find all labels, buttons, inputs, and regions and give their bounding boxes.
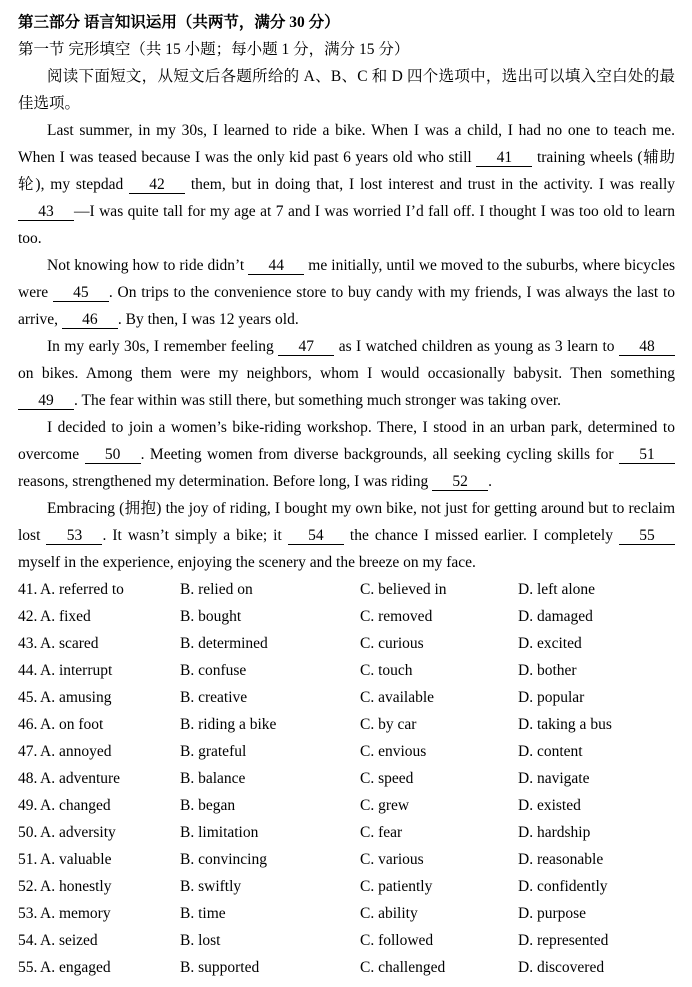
option-43-C: C. curious <box>360 635 424 652</box>
option-48-A: A. adventure <box>40 770 121 787</box>
option-45-A: A. amusing <box>40 689 112 706</box>
option-54-D: D. represented <box>518 932 609 949</box>
question-number: 53. <box>18 905 38 922</box>
option-48-D: D. navigate <box>518 770 590 787</box>
option-51-D: D. reasonable <box>518 851 604 868</box>
option-47-C: C. envious <box>360 743 427 760</box>
option-50-C: C. fear <box>360 824 403 841</box>
question-row <box>18 900 675 927</box>
option-53-D: D. purpose <box>518 905 587 922</box>
blank-54: 54 <box>288 527 344 545</box>
passage-paragraph: Embracing (拥抱) the joy of riding, I bought my own bike, not just for getting around but to reclaim lost 53 . It wasn’t simply a bike; it 54 the chance I missed earlier. I completely 55 myself in the experience, enjoying the scenery and the breeze on my face. <box>18 500 675 571</box>
blank-46: 46 <box>62 311 118 329</box>
question-row <box>18 792 675 819</box>
option-50-B: B. limitation <box>180 824 259 841</box>
passage-paragraph: I decided to join a women’s bike-riding workshop. There, I stood in an urban park, determined to overcome 50 . Meeting women from diverse backgrounds, all seeking cycling skills for 51 reasons, strengthened my determination. Before long, I was riding 52 . <box>18 419 675 490</box>
question-row <box>18 711 675 738</box>
option-50-D: D. hardship <box>518 824 591 841</box>
blank-51: 51 <box>619 446 675 464</box>
question-number: 52. <box>18 878 38 895</box>
option-44-C: C. touch <box>360 662 413 679</box>
option-52-B: B. swiftly <box>180 878 242 895</box>
blank-50: 50 <box>85 446 141 464</box>
question-number: 41. <box>18 581 38 598</box>
question-number: 43. <box>18 635 38 652</box>
option-44-D: D. bother <box>518 662 577 679</box>
question-number: 42. <box>18 608 38 625</box>
question-row <box>18 954 675 981</box>
option-46-A: A. on foot <box>40 716 104 733</box>
blank-48: 48 <box>619 338 675 356</box>
question-row <box>18 630 675 657</box>
option-43-B: B. determined <box>180 635 268 652</box>
question-number: 51. <box>18 851 38 868</box>
option-46-D: D. taking a bus <box>518 716 612 733</box>
option-47-A: A. annoyed <box>40 743 112 760</box>
blank-44: 44 <box>248 257 304 275</box>
option-53-B: B. time <box>180 905 226 922</box>
option-43-D: D. excited <box>518 635 582 652</box>
blank-47: 47 <box>278 338 334 356</box>
option-45-D: D. popular <box>518 689 585 706</box>
blank-43: 43 <box>18 203 74 221</box>
question-row <box>18 765 675 792</box>
option-52-A: A. honestly <box>40 878 112 895</box>
option-46-B: B. riding a bike <box>180 716 277 733</box>
option-55-C: C. challenged <box>360 959 446 976</box>
question-number: 48. <box>18 770 38 787</box>
option-52-C: C. patiently <box>360 878 433 895</box>
option-48-B: B. balance <box>180 770 246 787</box>
blank-41: 41 <box>476 149 532 167</box>
option-42-C: C. removed <box>360 608 433 625</box>
option-51-A: A. valuable <box>40 851 112 868</box>
option-45-B: B. creative <box>180 689 248 706</box>
question-number: 49. <box>18 797 38 814</box>
question-row <box>18 576 675 603</box>
blank-45: 45 <box>53 284 109 302</box>
option-41-B: B. relied on <box>180 581 253 598</box>
option-47-B: B. grateful <box>180 743 247 760</box>
option-53-A: A. memory <box>40 905 111 922</box>
option-49-D: D. existed <box>518 797 581 814</box>
option-48-C: C. speed <box>360 770 414 787</box>
question-number: 44. <box>18 662 38 679</box>
question-row <box>18 846 675 873</box>
instructions: 阅读下面短文，从短文后各题所给的 A、B、C 和 D 四个选项中，选出可以填入空白处的最佳选项。 <box>18 68 675 112</box>
option-54-A: A. seized <box>40 932 98 949</box>
question-number: 47. <box>18 743 38 760</box>
question-number: 54. <box>18 932 38 949</box>
question-row <box>18 873 675 900</box>
passage-paragraph: In my early 30s, I remember feeling 47 as I watched children as young as 3 learn to 48 on bikes. Among them were my neighbors, whom I would occasionally babysit. Then something 49 . The fear within was still there, but something much stronger was taking over. <box>18 338 675 409</box>
option-52-D: D. confidently <box>518 878 608 895</box>
option-41-D: D. left alone <box>518 581 596 598</box>
question-number: 45. <box>18 689 38 706</box>
option-45-C: C. available <box>360 689 435 706</box>
option-43-A: A. scared <box>40 635 99 652</box>
option-55-B: B. supported <box>180 959 260 976</box>
option-55-A: A. engaged <box>40 959 111 976</box>
blank-49: 49 <box>18 392 74 410</box>
question-row <box>18 657 675 684</box>
option-44-B: B. confuse <box>180 662 247 679</box>
option-49-A: A. changed <box>40 797 111 814</box>
option-41-A: A. referred to <box>40 581 124 598</box>
option-49-C: C. grew <box>360 797 410 814</box>
question-row <box>18 603 675 630</box>
blank-42: 42 <box>129 176 185 194</box>
option-53-C: C. ability <box>360 905 418 922</box>
blank-53: 53 <box>46 527 102 545</box>
blank-55: 55 <box>619 527 675 545</box>
subsection-title: 第一节 完形填空（共 15 小题；每小题 1 分，满分 15 分） <box>18 41 410 58</box>
passage <box>18 117 675 576</box>
option-47-D: D. content <box>518 743 583 760</box>
question-number: 55. <box>18 959 38 976</box>
section-title: 第三部分 语言知识运用（共两节，满分 30 分） <box>18 14 340 31</box>
option-51-B: B. convincing <box>180 851 267 868</box>
option-46-C: C. by car <box>360 716 417 733</box>
option-55-D: D. discovered <box>518 959 605 976</box>
option-49-B: B. began <box>180 797 236 814</box>
question-number: 46. <box>18 716 38 733</box>
option-44-A: A. interrupt <box>40 662 113 679</box>
question-row <box>18 927 675 954</box>
question-row <box>18 819 675 846</box>
option-42-B: B. bought <box>180 608 242 625</box>
blank-52: 52 <box>432 473 488 491</box>
question-row <box>18 684 675 711</box>
option-50-A: A. adversity <box>40 824 116 841</box>
option-54-B: B. lost <box>180 932 221 949</box>
option-54-C: C. followed <box>360 932 434 949</box>
question-number: 50. <box>18 824 38 841</box>
option-51-C: C. various <box>360 851 424 868</box>
option-42-A: A. fixed <box>40 608 91 625</box>
option-41-C: C. believed in <box>360 581 447 598</box>
question-table <box>18 576 675 981</box>
passage-paragraph: Not knowing how to ride didn’t 44 me initially, until we moved to the suburbs, where bicycles were 45 . On trips to the convenience store to buy candy with my friends, I was always the last to arrive, 46 . By then, I was 12 years old. <box>18 257 675 328</box>
passage-paragraph: Last summer, in my 30s, I learned to ride a bike. When I was a child, I had no one to teach me. When I was teased because I was the only kid past 6 years old who still 41 training wheels (辅助轮), my stepdad 42 them, but in doing that, I lost interest and trust in the activity. I was really 43 —I was quite tall for my age at 7 and I was worried I’d fall off. I thought I was too old to learn too. <box>18 122 675 247</box>
question-row <box>18 738 675 765</box>
option-42-D: D. damaged <box>518 608 593 625</box>
